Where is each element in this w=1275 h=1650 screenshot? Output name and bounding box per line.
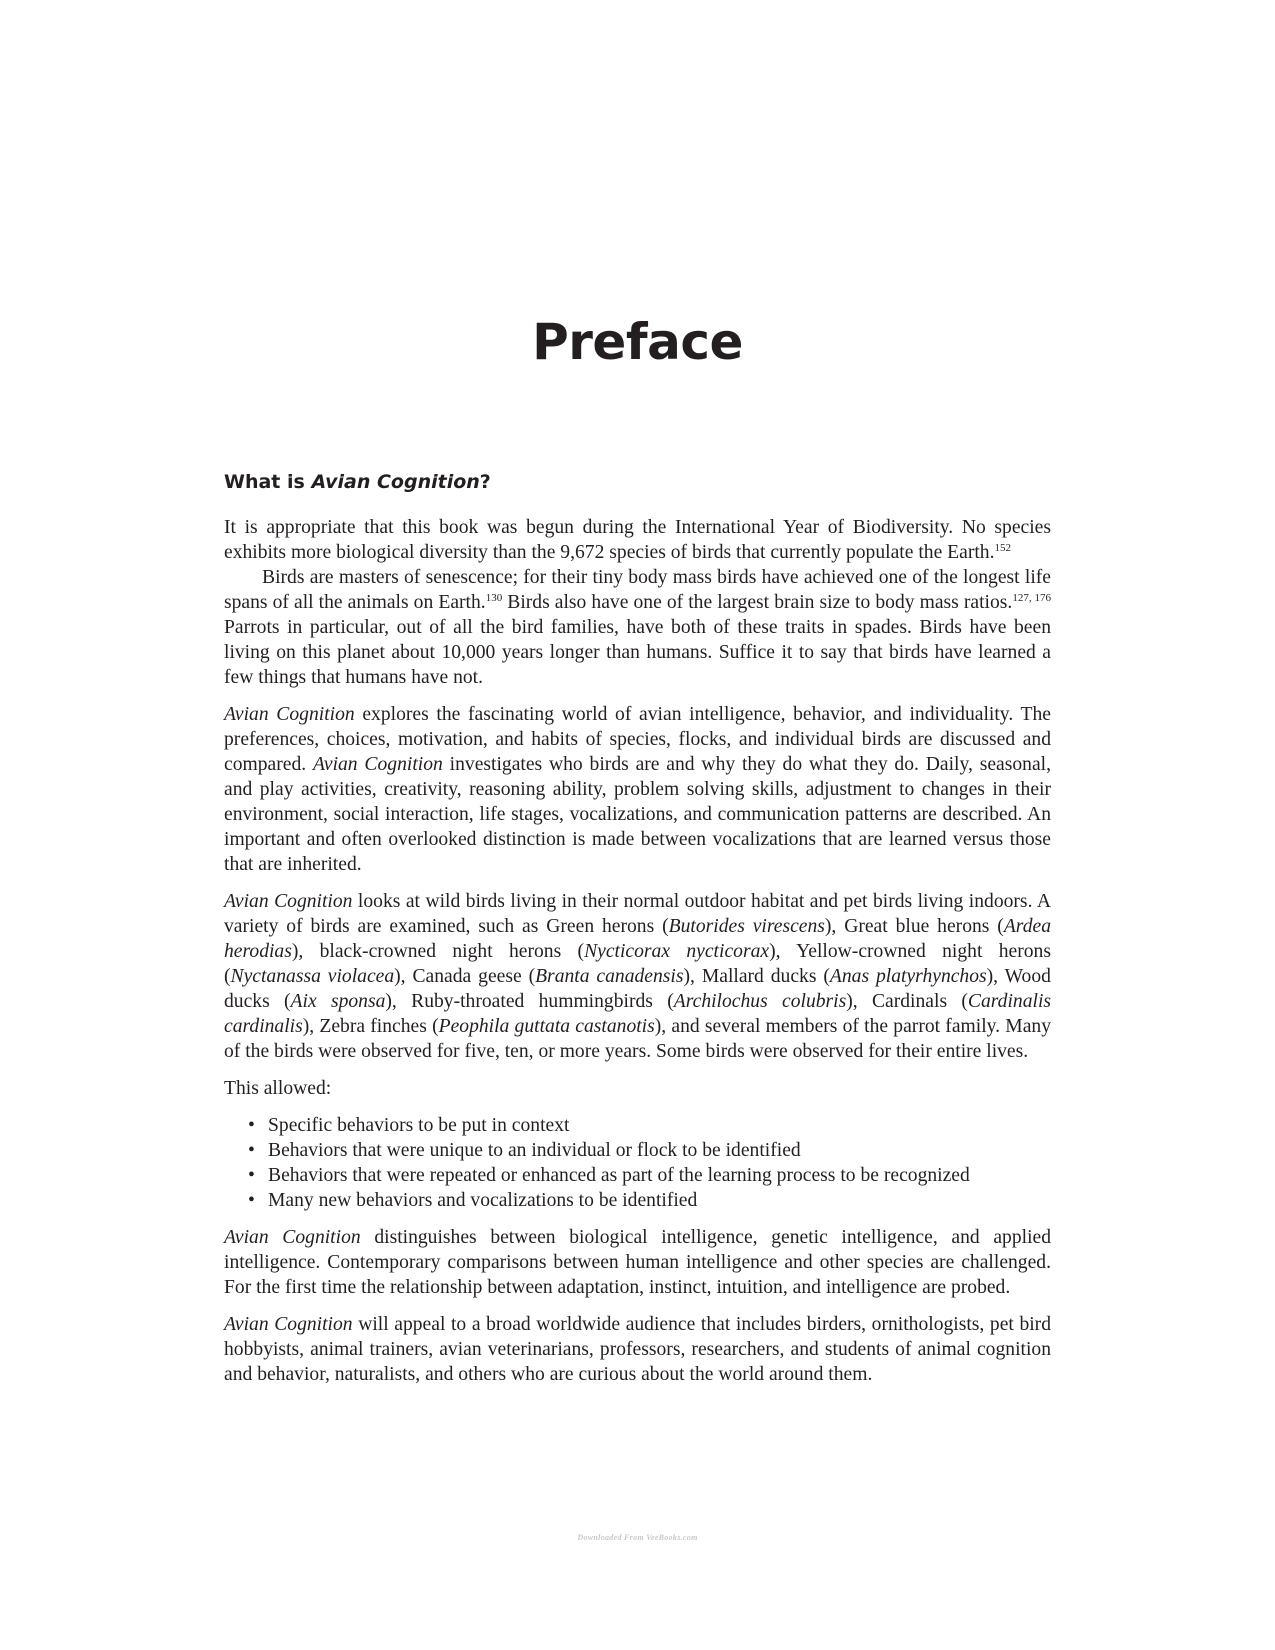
bullet-marker: • [248,1140,255,1161]
citation-ref: 152 [994,542,1011,554]
paragraph-text: ), Cardinals ( [846,991,968,1012]
list-item [248,1188,1051,1213]
species-name: Nycticorax nycticorax [584,941,770,962]
species-name: Branta canadensis [535,966,684,987]
paragraph-text: ), Yellow-crowned night herons ( [224,941,1051,987]
page-title: Preface [532,313,743,371]
paragraph-text: It is appropriate that this book was begun during the International Year of Biodiversity. No species exhibits more biological diversity than the 9,672 species of birds that currently populate the Earth. [224,517,1051,563]
section-heading [224,469,1051,495]
list-item [248,1113,1051,1138]
list-item [248,1163,1051,1188]
paragraph-explores [224,702,1051,877]
paragraph-text: investigates who birds are and why they do what they do. Daily, seasonal, and play activities, creativity, reasoning ability, problem solving skills, adjustment to changes in their environment, social interaction, life stages, vocalizations, and communication patterns are described. An important and often overlooked distinction is made between vocalizations that are learned versus those that are inherited. [224,754,1052,875]
paragraph-text: distinguishes between biological intelligence, genetic intelligence, and applied intelligence. Contemporary comparisons between human intelligence and other species are challenged. For the first time the relationship between adaptation, instinct, intuition, and intelligence are probed. [224,1227,1052,1298]
paragraph-text: will appeal to a broad worldwide audience that includes birders, ornithologists, pet bird hobbyists, animal trainers, avian veterinarians, professors, researchers, and students of animal cognition and behavior, naturalists, and others who are curious about the world around them. [224,1314,1052,1385]
paragraph-text: ), and several members of the parrot family. Many of the birds were observed for five, ten, or more years. Some birds were observed for their entire lives. [224,1016,1051,1062]
paragraph-text: Birds are masters of senescence; for their tiny body mass birds have achieved one of the longest life spans of all the animals on Earth. [224,567,1051,613]
paragraph-text: ), Wood ducks ( [224,966,1051,1012]
paragraph-audience [224,1312,1051,1387]
book-title: Avian Cognition [224,1227,361,1248]
paragraph-text: ), black-crowned night herons ( [291,941,585,962]
book-title: Avian Cognition [224,704,355,725]
paragraph-senescence [224,565,1051,690]
paragraph-text: ), Great blue herons ( [824,916,1004,937]
list-item-text: Many new behaviors and vocalizations to be identified [268,1190,698,1211]
paragraph-species [224,889,1051,1064]
download-watermark: Downloaded From VeeBooks.com [577,1533,698,1542]
paragraph-this-allowed: This allowed: [224,1078,332,1099]
paragraph-text: explores the fascinating world of avian intelligence, behavior, and individuality. The preferences, choices, motivation, and habits of species, flocks, and individual birds are discussed and compared. [224,704,1051,775]
paragraph-text: ), Zebra finches ( [302,1016,439,1037]
species-name: Cardinalis cardinalis [224,991,1052,1037]
species-name: Anas platyrhynchos [829,966,987,987]
list-item-text: Specific behaviors to be put in context [268,1115,570,1136]
book-title: Avian Cognition [224,1314,353,1335]
section-heading-prefix: What is [224,471,312,493]
paragraph-text: ), Canada geese ( [394,966,536,987]
species-name: Butorides virescens [668,916,825,937]
species-name: Archilochus colubris [673,991,847,1012]
species-name: Aix sponsa [290,991,386,1012]
citation-ref: 130 [485,592,503,604]
paragraph-text: ), Mallard ducks ( [683,966,830,987]
species-name: Nyctanassa violacea [230,966,395,987]
bullet-marker: • [248,1165,255,1186]
species-name: Ardea herodias [224,916,1051,962]
book-title: Avian Cognition [224,891,353,912]
paragraph-text: Birds also have one of the largest brain size to body mass ratios. [502,592,1013,613]
bullet-marker: • [248,1115,255,1136]
paragraph-text: looks at wild birds living in their normal outdoor habitat and pet birds living indoors. A variety of birds are examined, such as Green herons ( [224,891,1051,937]
book-title: Avian Cognition [312,754,443,775]
section-heading-suffix: ? [479,471,491,493]
paragraph-text: ), Ruby-throated hummingbirds ( [385,991,674,1012]
species-name: Peophila guttata castanotis [438,1016,655,1037]
paragraph-distinguishes [224,1225,1051,1300]
bullet-marker: • [248,1190,255,1211]
list-item-text: Behaviors that were repeated or enhanced as part of the learning process to be recognized [268,1165,970,1186]
preface-body [224,469,1051,1399]
citation-ref: 127, 176 [1012,592,1051,604]
paragraph-biodiversity [224,515,1051,565]
section-heading-book-title: Avian Cognition [311,471,480,493]
list-item-text: Behaviors that were unique to an individual or flock to be identified [268,1140,801,1161]
bullet-list [224,1113,1051,1213]
paragraph-text: Parrots in particular, out of all the bird families, have both of these traits in spades. Birds have been living on this planet about 10,000 years longer than humans. Suffice it to say that birds have learned a few things that humans have not. [224,617,1051,688]
list-item [248,1138,1051,1163]
